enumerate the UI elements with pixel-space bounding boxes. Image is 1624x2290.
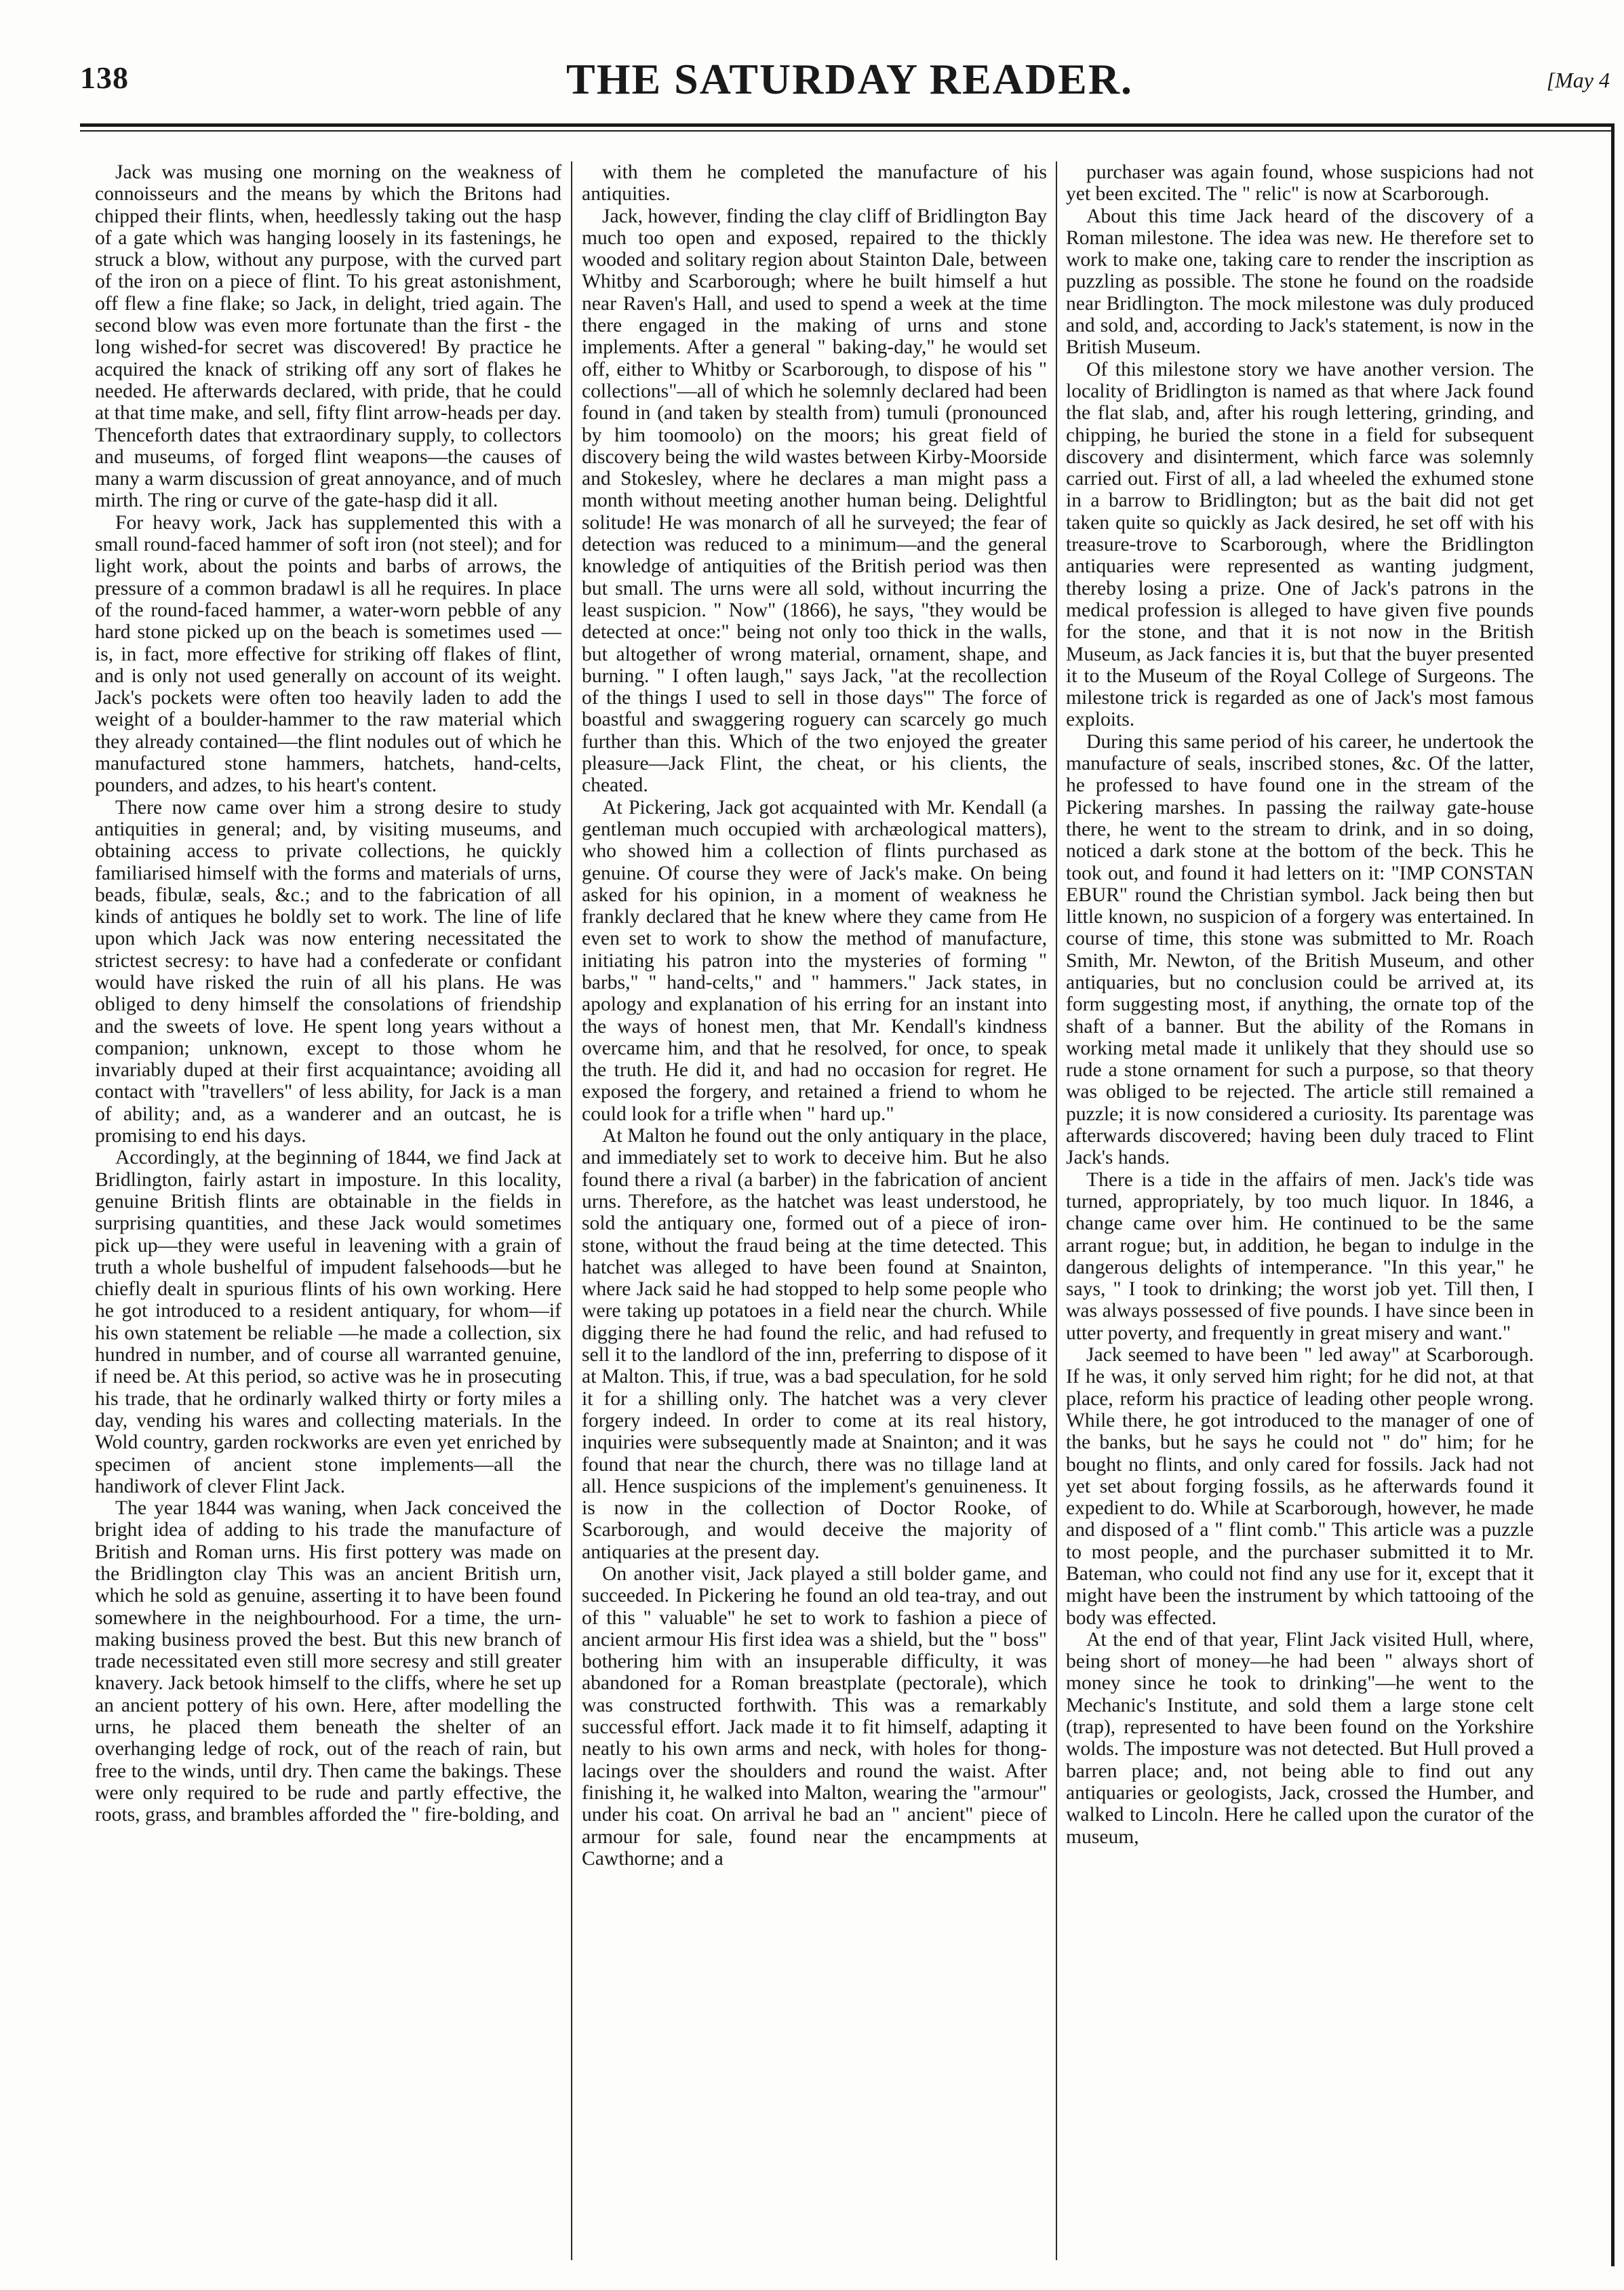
text-column-1 (95, 161, 561, 2260)
paragraph: Of this milestone story we have another version. The locality of Bridlington is named as that where Jack found the flat slab, and, after his rough lettering, grinding, and chipping, he buried the stone in a field for subsequent discovery and disinterment, which farce was solemnly carried out. First of all, a lad wheeled the exhumed stone in a barrow to Bridlington; but as the bait did not get taken quite so quickly as Jack desired, he set off with his treasure-trove to Scarborough, where the Bridlington antiquaries were represented as wanting judgment, thereby losing a prize. One of Jack's patrons in the medical profession is alleged to have given five pounds for the stone, and that it is not now in the British Museum, as Jack fancies it is, but that the buyer presented it to the Museum of the Royal College of Surgeons. The milestone trick is regarded as one of Jack's most famous exploits. (1066, 358, 1534, 731)
paragraph: For heavy work, Jack has supplemented this with a small round-faced hammer of soft iron (not steel); and for light work, about the points and barbs of arrows, the pressure of a common bradawl is all he requires. In place of the round-faced hammer, a water-worn pebble of any hard stone picked up on the beach is sometimes used —is, in fact, more effective for striking off flakes of flint, and is only not used generally on account of its weight. Jack's pockets were often too heavily laden to add the weight of a boulder-hammer to the raw material which they already contained—the flint nodules out of which he manufactured stone hammers, hatchets, hand-celts, pounders, and adzes, to his heart's content. (95, 511, 561, 797)
paragraph: At the end of that year, Flint Jack visited Hull, where, being short of money—he had been " always short of money since he took to drinking"—he went to the Mechanic's Institute, and sold them a large stone celt (trap), represented to have been found on the Yorkshire wolds. The imposture was not detected. But Hull proved a barren place; and, not being able to find out any antiquaries or geologists, Jack, crossed the Humber, and walked to Lincoln. Here he called upon the curator of the museum, (1066, 1628, 1534, 1848)
text-column-3 (1066, 161, 1534, 2260)
text-column-2 (582, 161, 1047, 2260)
header-rule-thick (80, 123, 1611, 127)
paragraph: Accordingly, at the beginning of 1844, we find Jack at Bridlington, fairly astart in imposture. In this locality, genuine British flints are obtainable in the fields in surprising quantities, and these Jack would sometimes pick up—they were useful in leavening with a grain of truth a whole bushelful of impudent falsehoods—but he chiefly dealt in spurious flints of his own working. Here he got introduced to a resident antiquary, for whom—if his own statement be reliable —he made a collection, six hundred in number, and of course all warranted genuine, if need be. At this period, so active was he in prosecuting his trade, that he ordinarly walked thirty or forty miles a day, vending his wares and collecting materials. In the Wold country, garden rockworks are even yet enriched by specimen of ancient stone implements—all the handiwork of clever Flint Jack. (95, 1147, 561, 1497)
paragraph: During this same period of his career, he undertook the manufacture of seals, inscribed stones, &c. Of the latter, he professed to have found one in the stream of the Pickering marshes. In passing the railway gate-house there, he went to the stream to drink, and in so doing, noticed a dark stone at the bottom of the beck. This he took out, and found it had letters on it: "IMP CONSTAN EBUR" round the Christian symbol. Jack being then but little known, no suspicion of a forgery was entertained. In course of time, this stone was submitted to Mr. Roach Smith, Mr. Newton, of the British Museum, and other antiquaries, but no conclusion could be arrived at, its form suggesting most, if anything, the ornate top of the shaft of a banner. But the ability of the Romans in working metal made it unlikely that they should use so rude a stone ornament for such a purpose, so that theory was obliged to be rejected. The article still remained a puzzle; it is now considered a curiosity. Its parentage was afterwards discovered; having been duly traced to Flint Jack's hands. (1066, 730, 1534, 1169)
column-divider (571, 161, 572, 2260)
header-rule-thin (80, 130, 1611, 132)
paragraph: There now came over him a strong desire to study antiquities in general; and, by visiting museums, and obtaining access to private collections, he quickly familiarised himself with the forms and materials of urns, beads, fibulæ, seals, &c.; and to the fabrication of all kinds of antiques he boldly set to work. The line of life upon which Jack was now entering necessitated the strictest secresy: to have had a confederate or confidant would have risked the ruin of all his plans. He was obliged to deny himself the consolations of friendship and the sweets of love. He spent long years without a companion; unknown, except to those whom he invariably duped at their first acquaintance; avoiding all contact with "travellers" of less ability, for Jack is a man of ability; and, as a wanderer and an outcast, he is promising to end his days. (95, 796, 561, 1147)
paragraph: On another visit, Jack played a still bolder game, and succeeded. In Pickering he found an old tea-tray, and out of this " valuable" he set to work to fashion a piece of ancient armour His first idea was a shield, but the " boss" bothering him with an insuperable difficulty, it was abandoned for a Roman breastplate (pectorale), which was constructed forthwith. This was a remarkably successful effort. Jack made it to fit himself, adapting it neatly to his own arms and neck, with holes for thong-lacings over the shoulders and round the waist. After finishing it, he walked into Malton, wearing the "armour" under his coat. On arrival he bad an " ancient" piece of armour for sale, found near the encampments at Cawthorne; and a (582, 1563, 1047, 1870)
issue-date: [May 4 (1546, 68, 1610, 92)
page-header (80, 53, 1619, 118)
paragraph: purchaser was again found, whose suspicions had not yet been excited. The " relic" is now at Scarborough. (1066, 161, 1534, 205)
page-number: 138 (80, 60, 129, 95)
paragraph: Jack, however, finding the clay cliff of Bridlington Bay much too open and exposed, repaired to the thickly wooded and solitary region about Stainton Dale, between Whitby and Scarborough; where he built himself a hut near Raven's Hall, and used to spend a week at the time there engaged in the making of urns and stone implements. After a general " baking-day," he would set off, either to Whitby or Scarborough, to dispose of his " collections"—all of which he solemnly declared had been found in (and taken by stealth from) tumuli (pronounced by him toomoolo) on the moors; his great field of discovery being the wild wastes between Kirby-Moorside and Stokesley, where he declares a man might pass a month without meeting another human being. Delightful solitude! He was monarch of all he surveyed; the fear of detection was reduced to a minimum—and the general knowledge of antiquities of the British period was then but small. The urns were all sold, without incurring the least suspicion. " Now" (1866), he says, "they would be detected at once:" being not only too thick in the walls, but altogether of wrong material, ornament, shape, and burning. " I often laugh," says Jack, "at the recollection of the things I used to sell in those days'" The force of boastful and swaggering roguery can scarcely go much further than this. Which of the two enjoyed the greater pleasure—Jack Flint, the cheat, or his clients, the cheated. (582, 205, 1047, 797)
right-edge-rule (1611, 123, 1615, 2266)
column-divider (1056, 161, 1057, 2260)
paragraph: The year 1844 was waning, when Jack conceived the bright idea of adding to his trade the manufacture of British and Roman urns. His first pottery was made on the Bridlington clay This was an ancient British urn, which he sold as genuine, asserting it to have been found somewhere in the neighbourhood. For a time, the urn-making business proved the best. But this new branch of trade necessitated even still more secresy and still greater knavery. Jack betook himself to the cliffs, where he set up an ancient pottery of his own. Here, after modelling the urns, he placed them beneath the shelter of an overhanging ledge of rock, out of the reach of rain, but free to the winds, until dry. Then came the bakings. These were only required to be rude and partly effective, the roots, grass, and brambles afforded the " fire-bolding, and (95, 1497, 561, 1826)
paragraph: At Pickering, Jack got acquainted with Mr. Kendall (a gentleman much occupied with archæological matters), who showed him a collection of flints purchased as genuine. Of course they were of Jack's make. On being asked for his opinion, in a moment of weakness he frankly declared that he knew where they came from He even set to work to show the method of manufacture, initiating his patron into the mysteries of forming " barbs," " hand-celts," and " hammers." Jack states, in apology and explanation of his erring for an instant into the ways of honest men, that Mr. Kendall's kindness overcame him, and that he resolved, for once, to speak the truth. He did it, and had no occasion for regret. He exposed the forgery, and retained a friend to whom he could look for a trifle when " hard up." (582, 796, 1047, 1125)
paragraph: Jack was musing one morning on the weakness of connoisseurs and the means by which the Britons had chipped their flints, when, heedlessly taking out the hasp of a gate which was hanging loosely in its fastenings, he struck a blow, without any purpose, with the curved part of the iron on a piece of flint. To his great astonishment, off flew a fine flake; so Jack, in delight, tried again. The second blow was even more fortunate than the first - the long wished-for secret was discovered! By practice he acquired the knack of striking off any sort of flakes he needed. He afterwards declared, with pride, that he could at that time make, and sell, fifty flint arrow-heads per day. Thenceforth dates that extraordinary supply, to collectors and museums, of forged flint weapons—the causes of many a warm discussion of great annoyance, and of much mirth. The ring or curve of the gate-hasp did it all. (95, 161, 561, 512)
paragraph: About this time Jack heard of the discovery of a Roman milestone. The idea was new. He therefore set to work to make one, taking care to render the inscription as puzzling as possible. The stone he found on the roadside near Bridlington. The mock milestone was duly produced and sold, and, according to Jack's statement, is now in the British Museum. (1066, 205, 1534, 359)
paragraph: with them he completed the manufacture of his antiquities. (582, 161, 1047, 205)
paragraph: At Malton he found out the only antiquary in the place, and immediately set to work to deceive him. But he also found there a rival (a barber) in the fabrication of ancient urns. Therefore, as the hatchet was least understood, he sold the antiquary one, formed out of a piece of iron-stone, without the fraud being at the time detected. This hatchet was alleged to have been found at Snainton, where Jack said he had stopped to help some people who were taking up potatoes in a field near the church. While digging there he had found the relic, and had refused to sell it to the landlord of the inn, preferring to dispose of it at Malton. This, if true, was a bad speculation, for he sold it for a shilling only. The hatchet was a very clever forgery indeed. In order to come at its real history, inquiries were subsequently made at Snainton; and it was found that near the church, there was no tillage land at all. Hence suspicions of the implement's genuineness. It is now in the collection of Doctor Rooke, of Scarborough, and would deceive the majority of antiquaries at the present day. (582, 1125, 1047, 1563)
paragraph: There is a tide in the affairs of men. Jack's tide was turned, appropriately, by too much liquor. In 1846, a change came over him. He continued to be the same arrant rogue; but, in addition, he began to indulge in the dangerous delights of intemperance. "In this year," he says, " I took to drinking; the worst job yet. Till then, I was always possessed of five pounds. I have since been in utter poverty, and frequently in great misery and want." (1066, 1168, 1534, 1344)
masthead-title: THE SATURDAY READER. (566, 55, 1133, 103)
paragraph: Jack seemed to have been " led away" at Scarborough. If he was, it only served him right; for he did not, at that place, reform his practice of leading other people wrong. While there, he got introduced to the manager of one of the banks, but he says he could not " do" him; for he bought no flints, and only cared for fossils. Jack had not yet set about forging fossils, as he afterwards found it expedient to do. While at Scarborough, however, he made and disposed of a " flint comb." This article was a puzzle to most people, and the purchaser submitted it to Mr. Bateman, who could not find any use for it, except that it might have been the instrument by which tattooing of the body was effected. (1066, 1344, 1534, 1629)
